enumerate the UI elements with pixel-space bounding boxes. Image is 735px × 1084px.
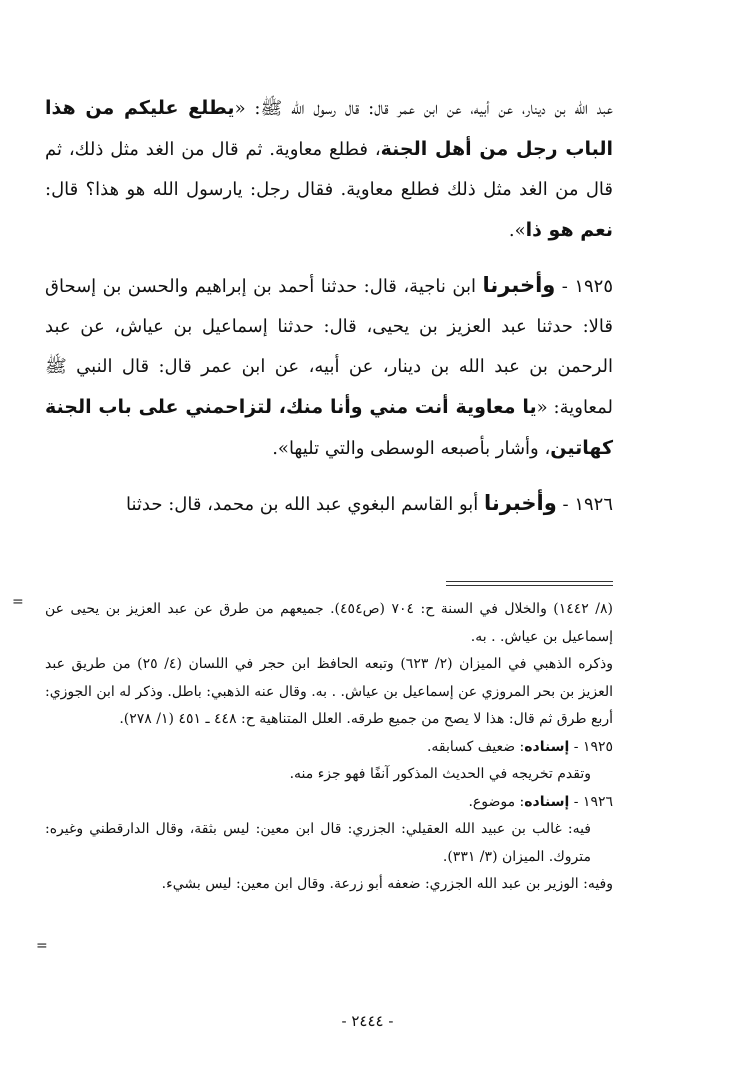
text: ، فطلع معاوية. ثم قال من الغد مثل ذلك، ثم قال من الغد مثل ذلك فطلع معاوية. فقال رجل: يارسول الله هو هذا؟ قال:: [45, 139, 613, 200]
continuation-mark: =: [12, 594, 24, 610]
footnote: (٨/ ١٤٤٢) والخلال في السنة ح: ٧٠٤ (ص٤٥٤). جميعهم من طرق عن عبد العزيز بن يحيى عن إسماعيل بن عياش. . به.: [45, 601, 614, 645]
footnote: [45, 734, 613, 762]
text: عبد الله بن دينار، عن أبيه، عن ابن عمر قال: قال رسول الله ﷺ: «: [234, 98, 613, 119]
note-label: إسناده: [524, 793, 570, 810]
paragraph-1926: [45, 483, 613, 525]
footnote: وفيه: الوزير بن عبد الله الجزري: ضعفه أبو زرعة. وقال ابن معين: ليس بشيء.: [161, 876, 613, 892]
footnote: وتقدم تخريجه في الحديث المذكور آنفًا فهو جزء منه.: [289, 766, 591, 782]
footnotes: [45, 596, 613, 899]
footnote-separator: [446, 581, 613, 582]
page-number: - ٢٤٤٤ -: [341, 1012, 394, 1030]
hadith-text: يطلع عليكم من هذا الباب رجل من أهل الجنة: [45, 97, 613, 160]
paragraph-continuation: [45, 88, 613, 251]
note-number: ١٩٢٦ -: [569, 793, 613, 810]
lead-word: وأخبرنا: [484, 491, 557, 515]
continuation-mark: =: [36, 938, 48, 954]
main-text: [45, 88, 613, 539]
hadith-number: ١٩٢٦ -: [556, 494, 613, 515]
footnote: [45, 789, 613, 817]
footnote: فيه: غالب بن عبيد الله العقيلي: الجزري: قال ابن معين: ليس بثقة، وقال الدارقطني وغيره: متروك. الميزان (٣/ ٣٣١).: [45, 821, 591, 865]
lead-word: وأخبرنا: [482, 273, 556, 297]
paragraph-1925: [45, 265, 613, 469]
text: : ضعيف كسابقه.: [426, 738, 525, 755]
footnote: وذكره الذهبي في الميزان (٢/ ٦٢٣) وتبعه الحافظ ابن حجر في اللسان (٤/ ٢٥) من طريق عبد العزيز بن بحر المروزي عن إسماعيل بن عياش. . به. وقال عنه الذهبي: باطل. وذكر له ابن الجوزي: أربع طرق ثم قال: هذا لا يصح من جميع طرقه. العلل المتناهية ح: ٤٤٨ ـ ٤٥١ (١/ ٢٧٨).: [45, 656, 614, 727]
hadith-text: نعم هو ذا: [525, 219, 613, 241]
footnote-separator: [446, 585, 613, 586]
note-number: ١٩٢٥ -: [569, 738, 613, 755]
text: : موضوع.: [468, 793, 525, 810]
text: ، وأشار بأصبعه الوسطى والتي تليها».: [272, 438, 551, 459]
hadith-number: ١٩٢٥ -: [555, 276, 614, 297]
text: ».: [508, 220, 526, 241]
note-label: إسناده: [524, 738, 570, 755]
text: أبو القاسم البغوي عبد الله بن محمد، قال: حدثنا: [125, 494, 484, 515]
text: ابن ناجية، قال: حدثنا أحمد بن إبراهيم والحسن بن إسحاق قالا: حدثنا عبد العزيز بن يحيى، قال: حدثنا إسماعيل بن عياش، عن عبد الرحمن بن عبد الله بن دينار، عن أبيه، عن ابن عمر قال: قال النبي ﷺ لمعاوية: «: [45, 276, 613, 418]
hadith-text: يا معاوية أنت مني وأنا منك، لتزاحمني على باب الجنة كهاتين: [45, 396, 613, 459]
